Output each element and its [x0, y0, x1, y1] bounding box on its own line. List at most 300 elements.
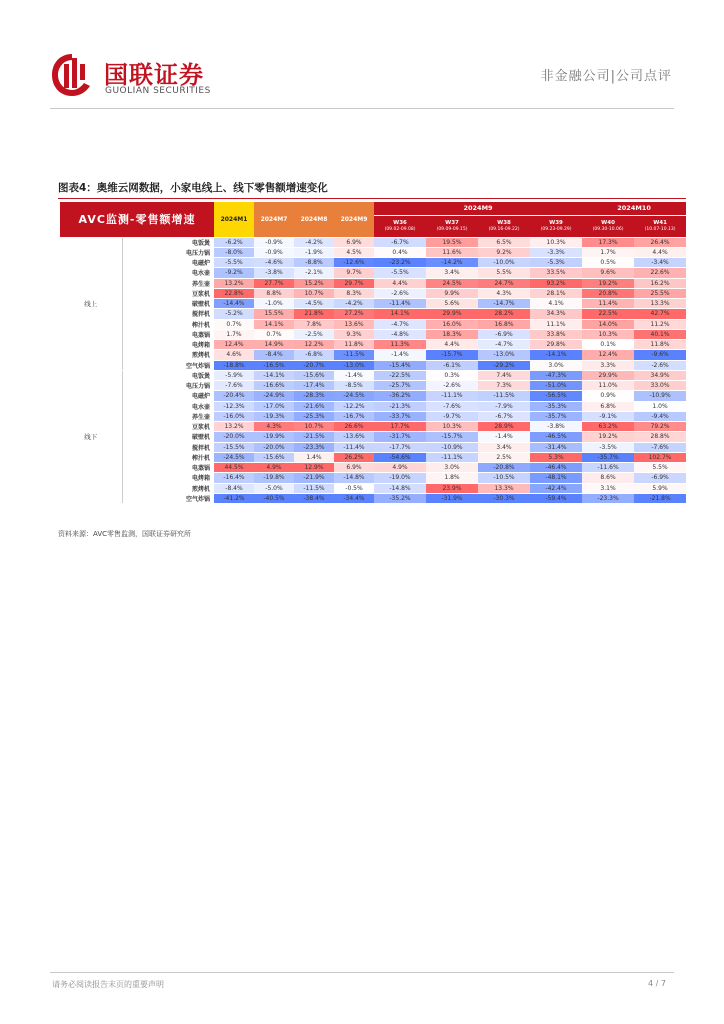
value-cell: 9.9% — [426, 288, 478, 298]
value-cell: -20.0% — [214, 432, 254, 442]
value-cell: -6.2% — [214, 237, 254, 247]
value-cell: 4.1% — [530, 299, 582, 309]
value-cell: 11.6% — [426, 247, 478, 257]
value-cell: -4.7% — [374, 319, 426, 329]
product-label: 电烤箱 — [122, 340, 214, 350]
value-cell: 6.8% — [582, 401, 634, 411]
value-cell: 9.2% — [478, 247, 530, 257]
product-label: 电磁炉 — [122, 391, 214, 401]
value-cell: -24.5% — [334, 391, 374, 401]
value-cell: -1.9% — [294, 247, 334, 257]
value-cell: -36.2% — [374, 391, 426, 401]
table-row — [60, 299, 686, 309]
value-cell: -10.0% — [478, 258, 530, 268]
retail-growth-table — [60, 202, 686, 504]
value-cell: 14.1% — [254, 319, 294, 329]
value-cell: 6.9% — [334, 463, 374, 473]
value-cell: -20.0% — [254, 442, 294, 452]
value-cell: -28.3% — [294, 391, 334, 401]
value-cell: 25.5% — [634, 288, 686, 298]
value-cell: 5.6% — [426, 299, 478, 309]
footer-disclaimer: 请务必阅读报告末页的重要声明 — [52, 980, 164, 989]
table-row — [60, 268, 686, 278]
value-cell: -22.5% — [374, 370, 426, 380]
week-header-w36: W36 (09.02-09.08) — [374, 215, 426, 237]
value-cell: 19.5% — [426, 237, 478, 247]
value-cell: -48.1% — [530, 473, 582, 483]
value-cell: 9.3% — [334, 329, 374, 339]
value-cell: 40.1% — [634, 329, 686, 339]
value-cell: 3.4% — [426, 268, 478, 278]
value-cell: 5.5% — [478, 268, 530, 278]
value-cell: -11.5% — [334, 350, 374, 360]
value-cell: 26.2% — [334, 452, 374, 462]
table-row — [60, 493, 686, 503]
value-cell: 4.3% — [254, 422, 294, 432]
value-cell: -3.4% — [634, 258, 686, 268]
value-cell: -2.6% — [374, 288, 426, 298]
value-cell: 22.8% — [214, 288, 254, 298]
value-cell: 79.2% — [634, 422, 686, 432]
value-cell: -56.5% — [530, 391, 582, 401]
value-cell: -9.2% — [214, 268, 254, 278]
product-label: 电蒸锅 — [122, 463, 214, 473]
value-cell: -10.9% — [426, 442, 478, 452]
value-cell: -31.4% — [530, 442, 582, 452]
value-cell: 0.4% — [374, 247, 426, 257]
table-row — [60, 432, 686, 442]
value-cell: 27.7% — [254, 278, 294, 288]
value-cell: 24.7% — [478, 278, 530, 288]
value-cell: 4.6% — [214, 350, 254, 360]
value-cell: 12.4% — [214, 340, 254, 350]
value-cell: -17.0% — [254, 401, 294, 411]
value-cell: 18.3% — [426, 329, 478, 339]
value-cell: 27.2% — [334, 309, 374, 319]
value-cell: -12.2% — [334, 401, 374, 411]
value-cell: 29.7% — [334, 278, 374, 288]
footer-divider — [50, 972, 674, 973]
value-cell: -41.2% — [214, 493, 254, 503]
product-label: 电水壶 — [122, 401, 214, 411]
value-cell: 5.9% — [634, 483, 686, 493]
table-row — [60, 411, 686, 421]
value-cell: -11.4% — [374, 299, 426, 309]
value-cell: 4.5% — [334, 247, 374, 257]
value-cell: -4.2% — [334, 299, 374, 309]
value-cell: -8.4% — [214, 483, 254, 493]
value-cell: -46.4% — [530, 463, 582, 473]
value-cell: 12.9% — [294, 463, 334, 473]
value-cell: -4.7% — [478, 340, 530, 350]
value-cell: -21.3% — [374, 401, 426, 411]
value-cell: 11.8% — [334, 340, 374, 350]
month-header-m1: 2024M1 — [214, 202, 254, 237]
header-divider — [50, 108, 674, 109]
report-category: 非金融公司|公司点评 — [540, 69, 672, 84]
value-cell: 0.7% — [254, 329, 294, 339]
table-row — [60, 391, 686, 401]
value-cell: -18.8% — [214, 360, 254, 370]
value-cell: 11.1% — [530, 319, 582, 329]
value-cell: -25.3% — [294, 411, 334, 421]
week-header-w41: W41 (10.07-10.13) — [634, 215, 686, 237]
value-cell: 102.7% — [634, 452, 686, 462]
value-cell: -12.6% — [334, 258, 374, 268]
figure-title-rule — [58, 198, 686, 199]
value-cell: 1.8% — [426, 473, 478, 483]
value-cell: -11.4% — [334, 442, 374, 452]
product-label: 电饭煲 — [122, 370, 214, 380]
value-cell: -20.4% — [214, 391, 254, 401]
value-cell: 21.8% — [294, 309, 334, 319]
value-cell: 19.2% — [582, 278, 634, 288]
value-cell: -7.6% — [426, 401, 478, 411]
value-cell: -23.2% — [374, 258, 426, 268]
value-cell: 4.4% — [374, 278, 426, 288]
month-header-m7: 2024M7 — [254, 202, 294, 237]
product-label: 煎烤机 — [122, 483, 214, 493]
table-row — [60, 473, 686, 483]
value-cell: -2.6% — [426, 381, 478, 391]
value-cell: 16.2% — [634, 278, 686, 288]
value-cell: 29.9% — [426, 309, 478, 319]
value-cell: 13.2% — [214, 422, 254, 432]
value-cell: 3.1% — [582, 483, 634, 493]
figure-source: 资料来源：AVC零售监测，国联证券研究所 — [58, 530, 192, 538]
value-cell: 3.4% — [478, 442, 530, 452]
table-row — [60, 452, 686, 462]
value-cell: 7.4% — [478, 370, 530, 380]
value-cell: -2.1% — [294, 268, 334, 278]
group-header-m9: 2024M9 — [374, 202, 582, 215]
value-cell: 13.2% — [214, 278, 254, 288]
value-cell: -14.8% — [374, 483, 426, 493]
product-label: 养生壶 — [122, 411, 214, 421]
value-cell: -13.6% — [334, 432, 374, 442]
value-cell: -15.6% — [294, 370, 334, 380]
value-cell: -10.9% — [634, 391, 686, 401]
value-cell: -20.8% — [478, 463, 530, 473]
value-cell: 17.7% — [374, 422, 426, 432]
table-row — [60, 288, 686, 298]
value-cell: 23.9% — [426, 483, 478, 493]
value-cell: 15.2% — [294, 278, 334, 288]
value-cell: 6.5% — [478, 237, 530, 247]
value-cell: 33.0% — [634, 381, 686, 391]
value-cell: 17.3% — [582, 237, 634, 247]
table-row — [60, 483, 686, 493]
value-cell: -0.9% — [254, 237, 294, 247]
value-cell: -11.5% — [294, 483, 334, 493]
value-cell: -23.3% — [582, 493, 634, 503]
value-cell: -5.2% — [214, 309, 254, 319]
table-body — [60, 237, 686, 504]
value-cell: 10.7% — [294, 288, 334, 298]
value-cell: 28.9% — [478, 422, 530, 432]
value-cell: -16.6% — [254, 381, 294, 391]
value-cell: 13.3% — [478, 483, 530, 493]
product-label: 电压力锅 — [122, 381, 214, 391]
value-cell: 14.1% — [374, 309, 426, 319]
week-header-w39: W39 (09.23-09.29) — [530, 215, 582, 237]
value-cell: 33.5% — [530, 268, 582, 278]
value-cell: -17.4% — [294, 381, 334, 391]
group-header-m10: 2024M10 — [582, 202, 686, 215]
value-cell: -4.8% — [374, 329, 426, 339]
value-cell: 3.0% — [426, 463, 478, 473]
value-cell: -31.7% — [374, 432, 426, 442]
value-cell: -6.7% — [478, 411, 530, 421]
value-cell: -21.6% — [294, 401, 334, 411]
value-cell: 11.3% — [374, 340, 426, 350]
product-label: 破壁机 — [122, 299, 214, 309]
value-cell: -11.1% — [426, 452, 478, 462]
table-row — [60, 422, 686, 432]
value-cell: -15.6% — [254, 452, 294, 462]
value-cell: 11.8% — [634, 340, 686, 350]
table-row — [60, 442, 686, 452]
value-cell: 4.4% — [634, 247, 686, 257]
value-cell: 2.5% — [478, 452, 530, 462]
table-row — [60, 381, 686, 391]
product-label: 搅拌机 — [122, 309, 214, 319]
value-cell: 3.3% — [582, 360, 634, 370]
value-cell: 3.0% — [530, 360, 582, 370]
value-cell: 4.4% — [426, 340, 478, 350]
value-cell: 28.1% — [530, 288, 582, 298]
product-label: 电饭煲 — [122, 237, 214, 247]
table-row — [60, 319, 686, 329]
value-cell: 0.7% — [214, 319, 254, 329]
value-cell: -46.5% — [530, 432, 582, 442]
value-cell: 4.9% — [254, 463, 294, 473]
value-cell: 12.4% — [582, 350, 634, 360]
product-label: 电磁炉 — [122, 258, 214, 268]
value-cell: -8.4% — [254, 350, 294, 360]
value-cell: -35.7% — [530, 411, 582, 421]
value-cell: 7.3% — [478, 381, 530, 391]
product-label: 搅拌机 — [122, 442, 214, 452]
value-cell: -14.1% — [254, 370, 294, 380]
value-cell: -14.8% — [334, 473, 374, 483]
value-cell: -20.7% — [294, 360, 334, 370]
value-cell: -14.4% — [214, 299, 254, 309]
value-cell: 8.8% — [254, 288, 294, 298]
value-cell: 5.5% — [634, 463, 686, 473]
value-cell: -3.8% — [254, 268, 294, 278]
product-label: 空气炸锅 — [122, 493, 214, 503]
value-cell: 22.5% — [582, 309, 634, 319]
value-cell: 12.2% — [294, 340, 334, 350]
value-cell: -6.9% — [478, 329, 530, 339]
value-cell: -24.9% — [254, 391, 294, 401]
product-label: 煎烤机 — [122, 350, 214, 360]
value-cell: 0.3% — [426, 370, 478, 380]
value-cell: -10.5% — [478, 473, 530, 483]
value-cell: -9.6% — [634, 350, 686, 360]
value-cell: -15.5% — [214, 442, 254, 452]
table-row — [60, 401, 686, 411]
table-row — [60, 247, 686, 257]
value-cell: -9.4% — [634, 411, 686, 421]
value-cell: -8.0% — [214, 247, 254, 257]
value-cell: 9.6% — [582, 268, 634, 278]
value-cell: -11.6% — [582, 463, 634, 473]
value-cell: -14.7% — [478, 299, 530, 309]
value-cell: -5.5% — [214, 258, 254, 268]
value-cell: -15.7% — [426, 432, 478, 442]
value-cell: 11.2% — [634, 319, 686, 329]
value-cell: -25.7% — [374, 381, 426, 391]
table-row — [60, 360, 686, 370]
logo-english-name: GUOLIAN SECURITIES — [105, 86, 211, 96]
value-cell: -47.3% — [530, 370, 582, 380]
value-cell: -0.5% — [334, 483, 374, 493]
value-cell: -3.8% — [530, 422, 582, 432]
product-label: 养生壶 — [122, 278, 214, 288]
value-cell: -40.5% — [254, 493, 294, 503]
value-cell: -21.8% — [634, 493, 686, 503]
value-cell: 26.6% — [334, 422, 374, 432]
value-cell: -23.3% — [294, 442, 334, 452]
value-cell: 29.9% — [582, 370, 634, 380]
value-cell: -1.0% — [254, 299, 294, 309]
value-cell: 1.7% — [582, 247, 634, 257]
value-cell: -9.7% — [426, 411, 478, 421]
value-cell: -4.5% — [294, 299, 334, 309]
value-cell: -7.6% — [214, 381, 254, 391]
value-cell: 10.7% — [294, 422, 334, 432]
table-row — [60, 258, 686, 268]
week-header-w40: W40 (09.30-10.06) — [582, 215, 634, 237]
table-row — [60, 340, 686, 350]
value-cell: 5.3% — [530, 452, 582, 462]
month-header-m9: 2024M9 — [334, 202, 374, 237]
value-cell: -4.6% — [254, 258, 294, 268]
value-cell: 13.3% — [634, 299, 686, 309]
value-cell: -21.5% — [294, 432, 334, 442]
value-cell: -16.7% — [334, 411, 374, 421]
value-cell: 93.2% — [530, 278, 582, 288]
value-cell: -1.4% — [478, 432, 530, 442]
value-cell: -6.1% — [426, 360, 478, 370]
value-cell: -21.9% — [294, 473, 334, 483]
table-row — [60, 329, 686, 339]
table-row — [60, 350, 686, 360]
table-title: AVC监测-零售额增速 — [60, 202, 214, 237]
product-label: 空气炸锅 — [122, 360, 214, 370]
value-cell: -31.9% — [426, 493, 478, 503]
value-cell: 0.1% — [582, 340, 634, 350]
value-cell: -42.4% — [530, 483, 582, 493]
value-cell: -6.7% — [374, 237, 426, 247]
table-row — [60, 309, 686, 319]
value-cell: 11.4% — [582, 299, 634, 309]
product-label: 电蒸锅 — [122, 329, 214, 339]
value-cell: 4.9% — [374, 463, 426, 473]
value-cell: -19.0% — [374, 473, 426, 483]
value-cell: -14.2% — [426, 258, 478, 268]
value-cell: 14.0% — [582, 319, 634, 329]
value-cell: -9.1% — [582, 411, 634, 421]
value-cell: -59.4% — [530, 493, 582, 503]
product-label: 榨汁机 — [122, 319, 214, 329]
value-cell: 63.2% — [582, 422, 634, 432]
value-cell: 13.6% — [334, 319, 374, 329]
value-cell: -7.9% — [478, 401, 530, 411]
value-cell: -8.5% — [334, 381, 374, 391]
value-cell: 8.3% — [334, 288, 374, 298]
value-cell: 10.3% — [582, 329, 634, 339]
page-number: 4 / 7 — [648, 979, 666, 988]
value-cell: 28.2% — [478, 309, 530, 319]
value-cell: 42.7% — [634, 309, 686, 319]
value-cell: 15.5% — [254, 309, 294, 319]
value-cell: -51.0% — [530, 381, 582, 391]
value-cell: -16.5% — [254, 360, 294, 370]
week-header-w37: W37 (09.09-09.15) — [426, 215, 478, 237]
value-cell: -13.0% — [478, 350, 530, 360]
value-cell: -17.7% — [374, 442, 426, 452]
value-cell: 7.8% — [294, 319, 334, 329]
product-label: 豆浆机 — [122, 422, 214, 432]
value-cell: 0.9% — [582, 391, 634, 401]
page-header — [0, 0, 724, 110]
value-cell: 33.8% — [530, 329, 582, 339]
value-cell: -5.5% — [374, 268, 426, 278]
value-cell: -54.6% — [374, 452, 426, 462]
value-cell: -19.9% — [254, 432, 294, 442]
value-cell: -38.4% — [294, 493, 334, 503]
value-cell: -2.5% — [294, 329, 334, 339]
value-cell: 24.5% — [426, 278, 478, 288]
value-cell: -4.2% — [294, 237, 334, 247]
value-cell: -1.4% — [374, 350, 426, 360]
month-header-m8: 2024M8 — [294, 202, 334, 237]
table-row — [60, 237, 686, 247]
value-cell: -15.7% — [426, 350, 478, 360]
value-cell: -0.9% — [254, 247, 294, 257]
table-row — [60, 463, 686, 473]
value-cell: 29.8% — [530, 340, 582, 350]
value-cell: -6.9% — [634, 473, 686, 483]
value-cell: -5.0% — [254, 483, 294, 493]
value-cell: -6.8% — [294, 350, 334, 360]
value-cell: -14.1% — [530, 350, 582, 360]
product-label: 破壁机 — [122, 432, 214, 442]
product-label: 电烤箱 — [122, 473, 214, 483]
value-cell: 9.7% — [334, 268, 374, 278]
value-cell: -3.5% — [582, 442, 634, 452]
value-cell: 34.9% — [634, 370, 686, 380]
value-cell: -35.7% — [582, 452, 634, 462]
value-cell: -5.9% — [214, 370, 254, 380]
value-cell: -3.3% — [530, 247, 582, 257]
value-cell: 10.3% — [426, 422, 478, 432]
value-cell: 1.4% — [294, 452, 334, 462]
value-cell: -19.3% — [254, 411, 294, 421]
value-cell: 8.6% — [582, 473, 634, 483]
value-cell: 1.7% — [214, 329, 254, 339]
value-cell: 14.9% — [254, 340, 294, 350]
value-cell: -15.4% — [374, 360, 426, 370]
value-cell: -13.0% — [334, 360, 374, 370]
value-cell: 28.8% — [634, 432, 686, 442]
value-cell: -11.5% — [478, 391, 530, 401]
value-cell: -33.7% — [374, 411, 426, 421]
product-label: 豆浆机 — [122, 288, 214, 298]
